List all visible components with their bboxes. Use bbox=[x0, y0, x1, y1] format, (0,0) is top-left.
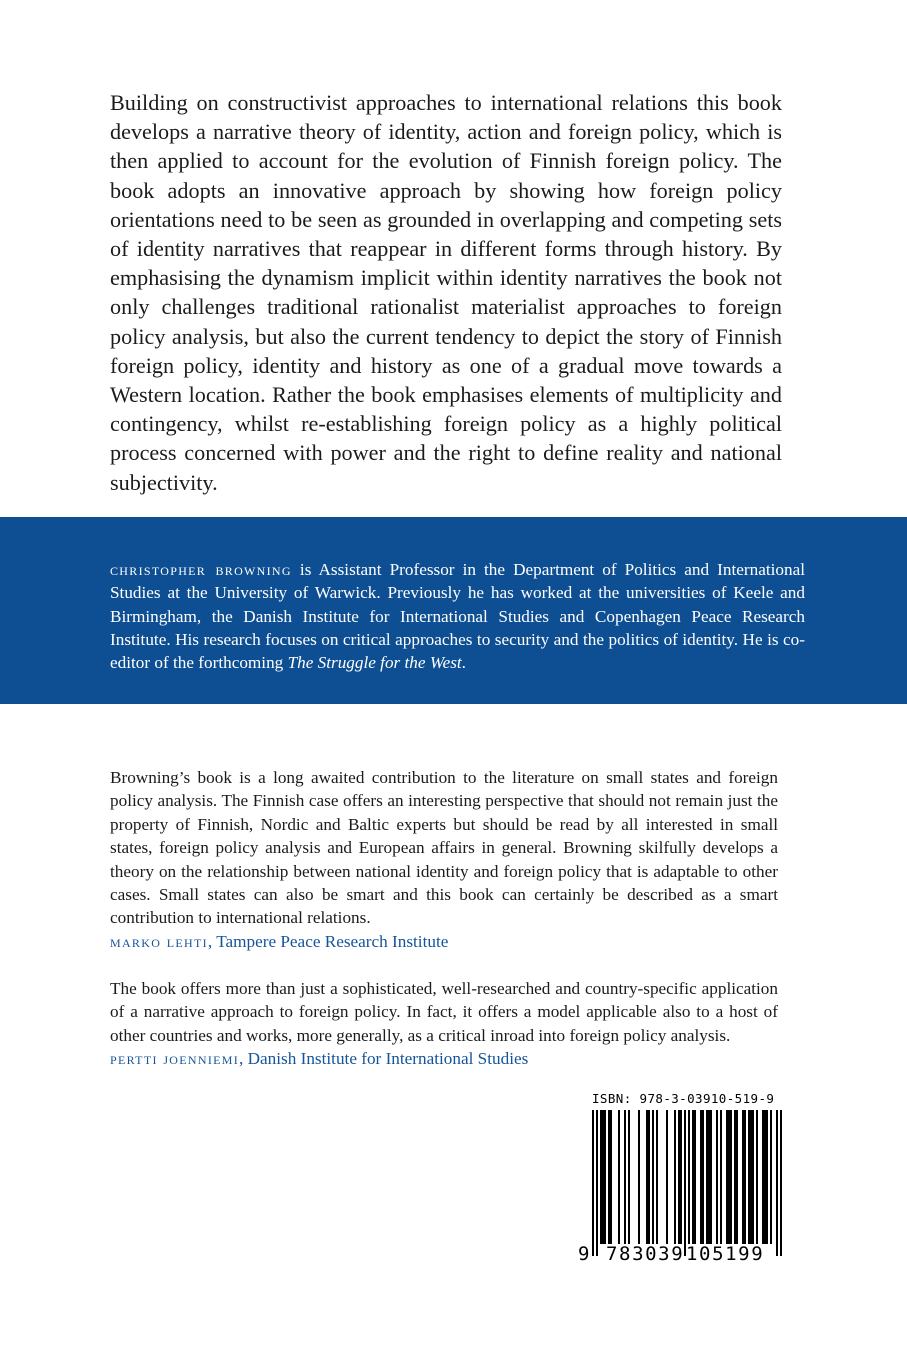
author-bio bbox=[110, 558, 805, 674]
barcode-bar bbox=[608, 1110, 612, 1244]
barcode-guard-bar bbox=[776, 1110, 778, 1256]
isbn-barcode bbox=[578, 1088, 784, 1274]
author-bio-band bbox=[0, 517, 907, 704]
endorsement-2 bbox=[110, 977, 778, 1071]
barcode-bar bbox=[624, 1110, 626, 1244]
barcode-bar bbox=[692, 1110, 696, 1244]
endorser-name: pertti joenniemi bbox=[110, 1049, 240, 1069]
author-name: christopher browning bbox=[110, 560, 292, 579]
barcode-bar bbox=[600, 1110, 606, 1244]
barcode-bar bbox=[748, 1110, 754, 1244]
barcode-bar bbox=[762, 1110, 768, 1244]
endorser-name: marko lehti bbox=[110, 931, 208, 951]
barcode-bar bbox=[628, 1110, 630, 1244]
barcode-bar bbox=[618, 1110, 620, 1244]
endorser-affiliation: , Danish Institute for International Studies bbox=[239, 1049, 529, 1069]
endorsement-attribution bbox=[110, 1047, 778, 1070]
barcode-bar bbox=[734, 1110, 738, 1244]
barcode-bar bbox=[742, 1110, 746, 1244]
barcode-bar bbox=[638, 1110, 640, 1244]
barcode-guard-bar bbox=[592, 1110, 594, 1256]
isbn-label: ISBN: 978-3-03910-519-9 bbox=[592, 1091, 775, 1106]
barcode-bar bbox=[706, 1110, 712, 1244]
endorsement-attribution bbox=[110, 930, 778, 953]
endorsement-quote: Browning’s book is a long awaited contribution to the literature on small states and foreign policy analysis. The Finnish case offers an interesting perspective that should not remain just the property of Finnish, Nordic and Baltic experts but should be read by all interested in small states, foreign policy analysis and European affairs in general. Browning skilfully develops a theory on the relationship between national identity and foreign policy that is adaptable to other cases. Small states can also be smart and this book can certainly be described as a smart contribution to international relations. bbox=[110, 768, 778, 928]
barcode-bar bbox=[720, 1110, 722, 1244]
endorser-affiliation: , Tampere Peace Research Institute bbox=[207, 931, 449, 951]
barcode-bar bbox=[674, 1110, 676, 1244]
author-bio-end: . bbox=[461, 653, 466, 673]
endorsement-quote: The book offers more than just a sophisticated, well-researched and country-specific application of a narrative approach to foreign policy. In fact, it offers a model applicable also to a host of other countries and works, more generally, as a critical inroad into foreign policy analysis. bbox=[110, 979, 778, 1045]
barcode-bar bbox=[652, 1110, 654, 1244]
barcode-guard-bar bbox=[596, 1110, 598, 1256]
barcode-bar bbox=[726, 1110, 732, 1244]
barcode-bar bbox=[646, 1110, 650, 1244]
barcode-bar bbox=[756, 1110, 758, 1244]
barcode-bar bbox=[656, 1110, 658, 1244]
barcode-digit-first: 9 bbox=[578, 1243, 590, 1265]
barcode-bars bbox=[592, 1110, 782, 1256]
barcode-bar bbox=[700, 1110, 704, 1244]
barcode-bar bbox=[678, 1110, 682, 1244]
barcode-digits-right: 105199 bbox=[686, 1243, 765, 1265]
barcode-digits-left: 783039 bbox=[606, 1243, 685, 1265]
forthcoming-book-title: The Struggle for the West bbox=[287, 653, 462, 673]
barcode-guard-bar bbox=[780, 1110, 782, 1256]
barcode-guard-bar bbox=[688, 1110, 690, 1256]
author-bio-text: is Assistant Professor in the Department of Politics and International Studies at the University of Warwick. Previously he has worked at the universities of Keele and Birmingham, the Danish Institute for International Studies and Copenhagen Peace Research Institute. His research focuses on critical approaches to security and the politics of identity. He is co-editor of the forthcoming bbox=[110, 560, 805, 673]
barcode-guard-bar bbox=[684, 1110, 686, 1256]
book-description: Building on constructivist approaches to international relations this book develops a narrative theory of identity, action and foreign policy, which is then applied to account for the evolution of Finnish foreign policy. The book adopts an innovative approach by showing how foreign policy orientations need to be seen as grounded in overlapping and competing sets of identity narratives that reappear in different forms through history. By emphasising the dynamism implicit within identity narratives the book not only challenges traditional rationalist materialist approaches to foreign policy analysis, but also the current tendency to depict the story of Finnish foreign policy, identity and history as one of a gradual move towards a Western location. Rather the book emphasises elements of multiplicity and contingency, whilst re-establishing foreign policy as a highly political process concerned with power and the right to define reality and national subjectivity. bbox=[110, 90, 782, 495]
barcode-bar bbox=[666, 1110, 668, 1244]
barcode-bar bbox=[770, 1110, 772, 1244]
endorsement-1 bbox=[110, 766, 778, 953]
barcode-bar bbox=[716, 1110, 718, 1244]
